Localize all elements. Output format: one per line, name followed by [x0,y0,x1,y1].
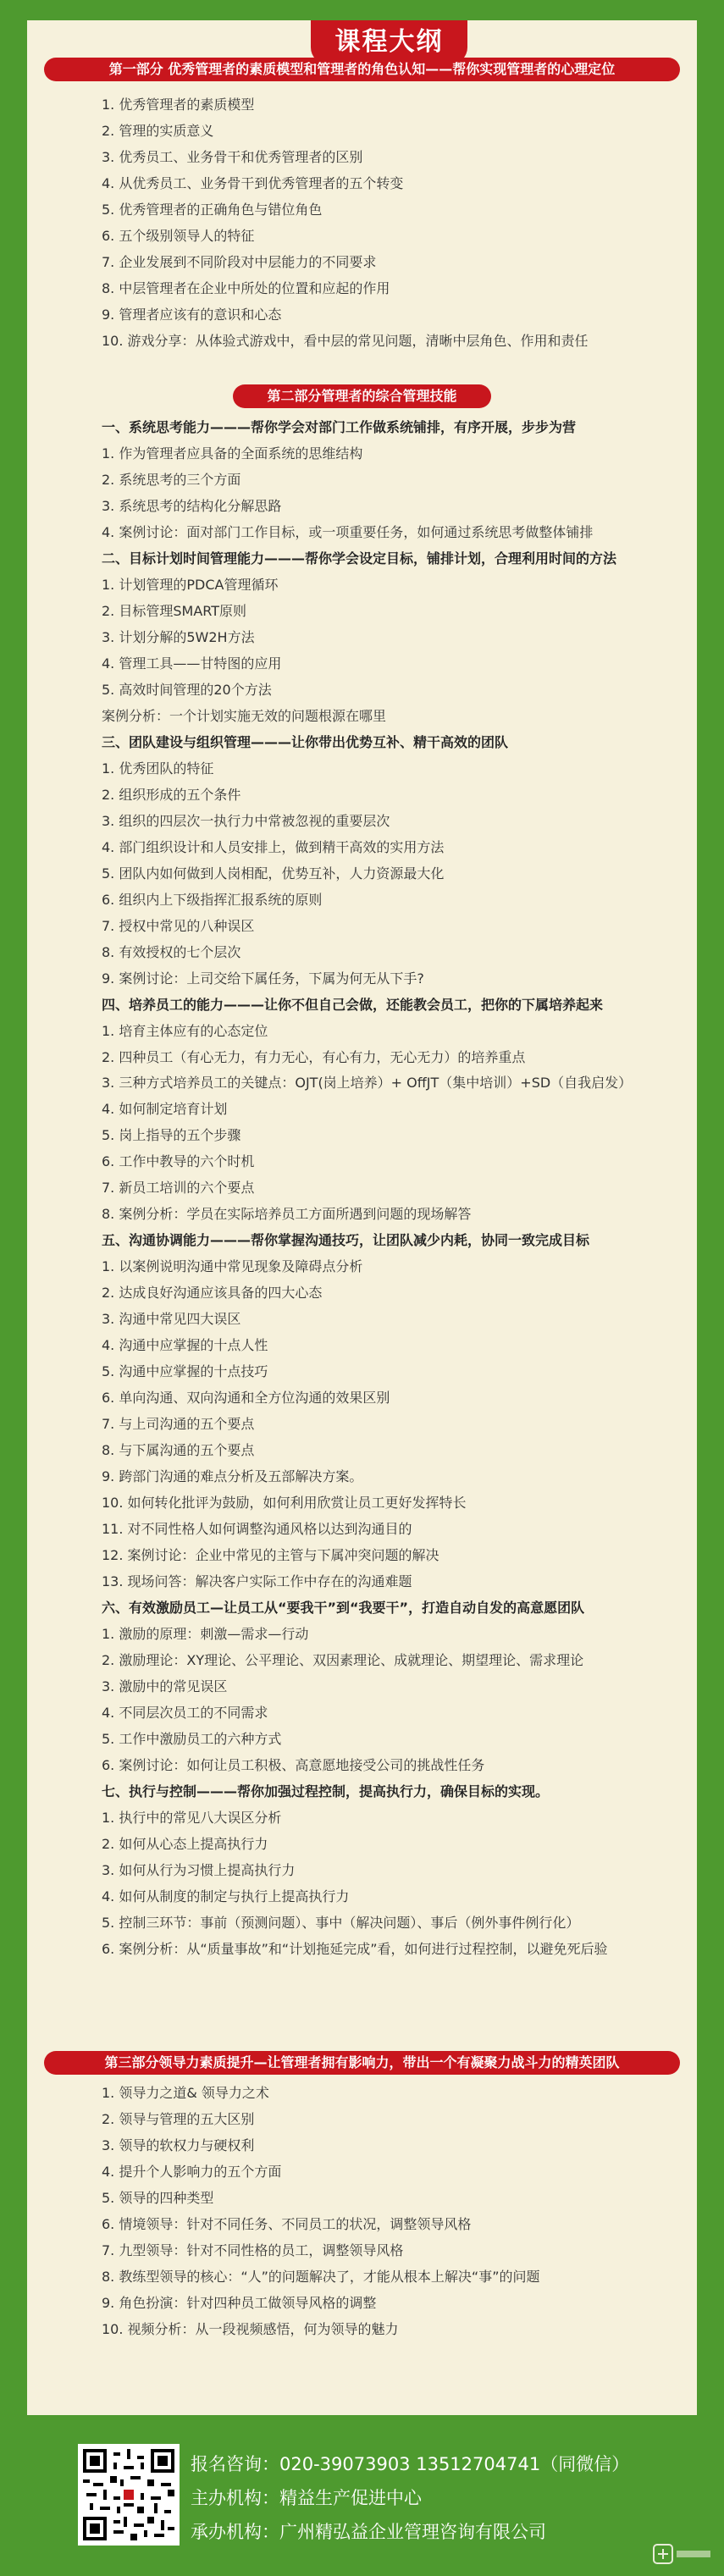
list-item: 5. 领导的四种类型 [102,2190,214,2206]
list-item: 4. 如何从制度的制定与执行上提高执行力 [102,1888,350,1904]
list-item: 4. 沟通中应掌握的十点人性 [102,1337,268,1353]
list-item: 9. 案例讨论：上司交给下属任务，下属为何无从下手? [102,970,424,987]
list-item: 9. 跨部门沟通的难点分析及五部解决方案。 [102,1468,363,1484]
list-item: 4. 从优秀员工、业务骨干到优秀管理者的五个转变 [102,175,404,191]
list-item: 13. 现场问答：解决客户实际工作中存在的沟通难题 [102,1573,412,1589]
list-item: 4. 提升个人影响力的五个方面 [102,2164,282,2180]
list-item: 二、目标计划时间管理能力———帮你学会设定目标，铺排计划，合理利用时间的方法 [102,550,617,567]
list-item: 7. 新员工培训的六个要点 [102,1180,255,1196]
list-item: 6. 情境领导：针对不同任务、不同员工的状况，调整领导风格 [102,2216,472,2232]
list-item: 6. 案例讨论：如何让员工积极、高意愿地接受公司的挑战性任务 [102,1757,485,1773]
list-item: 12. 案例讨论：企业中常见的主管与下属冲突问题的解决 [102,1547,439,1563]
qr-code-icon [78,2444,180,2546]
content-panel [27,20,697,2415]
list-item: 3. 计划分解的5W2H方法 [102,629,255,645]
list-item: 6. 单向沟通、双向沟通和全方位沟通的效果区别 [102,1390,390,1406]
part3-banner: 第三部分领导力素质提升—让管理者拥有影响力，带出一个有凝聚力战斗力的精英团队 [44,2051,680,2075]
list-item: 4. 不同层次员工的不同需求 [102,1705,268,1721]
organizer: 主办机构：精益生产促进中心 [191,2488,422,2508]
list-item: 8. 教练型领导的核心：“人”的问题解决了，才能从根本上解决“事”的问题 [102,2269,540,2285]
list-item: 1. 优秀团队的特征 [102,760,214,777]
contact-phone: 报名咨询：020-39073903 13512704741（同微信） [191,2454,630,2474]
list-item: 7. 九型领导：针对不同性格的员工，调整领导风格 [102,2242,404,2258]
list-item: 5. 优秀管理者的正确角色与错位角色 [102,202,323,218]
list-item: 六、有效激励员工—让员工从“要我干”到“我要干”，打造自动自发的高意愿团队 [102,1600,585,1616]
list-item: 4. 部门组织设计和人员安排上，做到精干高效的实用方法 [102,839,445,855]
list-item: 4. 管理工具——甘特图的应用 [102,655,282,672]
list-item: 5. 岗上指导的五个步骤 [102,1127,241,1143]
list-item: 5. 沟通中应掌握的十点技巧 [102,1363,268,1379]
list-item: 6. 五个级别领导人的特征 [102,228,255,244]
list-item: 1. 激励的原理：刺激—需求—行动 [102,1626,309,1642]
list-item: 3. 系统思考的结构化分解思路 [102,498,282,514]
list-item: 3. 激励中的常见误区 [102,1678,228,1694]
list-item: 8. 案例分析：学员在实际培养员工方面所遇到问题的现场解答 [102,1206,472,1222]
list-item: 三、团队建设与组织管理———让你带出优势互补、精干高效的团队 [102,734,509,750]
contact-info [191,2447,629,2549]
list-item: 11. 对不同性格人如何调整沟通风格以达到沟通目的 [102,1521,412,1537]
list-item: 6. 组织内上下级指挥汇报系统的原则 [102,892,323,908]
list-item: 8. 中层管理者在企业中所处的位置和应起的作用 [102,280,390,296]
list-item: 5. 团队内如何做到人岗相配，优势互补，人力资源最大化 [102,865,445,882]
list-item: 8. 有效授权的七个层次 [102,944,241,960]
part1-banner: 第一部分 优秀管理者的素质模型和管理者的角色认知——帮你实现管理者的心理定位 [44,58,680,81]
list-item: 1. 执行中的常见八大误区分析 [102,1810,282,1826]
list-item: 案例分析：一个计划实施无效的问题根源在哪里 [102,708,387,724]
list-item: 6. 案例分析：从“质量事故”和“计划拖延完成”看，如何进行过程控制，以避免死后验 [102,1941,608,1957]
list-item: 10. 游戏分享：从体验式游戏中，看中层的常见问题，清晰中层角色、作用和责任 [102,333,589,349]
list-item: 3. 三种方式培养员工的关键点：OJT(岗上培养）+ OffJT（集中培训）+SD（自我启发） [102,1075,633,1091]
list-item: 2. 系统思考的三个方面 [102,472,241,488]
list-item: 1. 领导力之道& 领导力之术 [102,2085,269,2101]
list-item: 1. 培育主体应有的心态定位 [102,1023,268,1039]
watermark-icon [653,2544,712,2568]
list-item: 10. 如何转化批评为鼓励，如何利用欣赏让员工更好发挥特长 [102,1495,467,1511]
list-item: 3. 组织的四层次一执行力中常被忽视的重要层次 [102,813,390,829]
part1-list [102,91,686,354]
list-item: 5. 工作中激励员工的六种方式 [102,1731,282,1747]
list-item: 2. 组织形成的五个条件 [102,787,241,803]
list-item: 7. 企业发展到不同阶段对中层能力的不同要求 [102,254,377,270]
list-item: 3. 沟通中常见四大误区 [102,1311,241,1327]
list-item: 9. 管理者应该有的意识和心态 [102,307,282,323]
list-item: 8. 与下属沟通的五个要点 [102,1442,255,1458]
list-item: 七、执行与控制———帮你加强过程控制，提高执行力，确保目标的实现。 [102,1783,550,1799]
list-item: 1. 作为管理者应具备的全面系统的思维结构 [102,445,363,462]
list-item: 2. 领导与管理的五大区别 [102,2111,255,2127]
list-item: 四、培养员工的能力———让你不但自己会做，还能教会员工，把你的下属培养起来 [102,997,604,1013]
list-item: 1. 优秀管理者的素质模型 [102,97,255,113]
list-item: 2. 达成良好沟通应该具备的四大心态 [102,1285,323,1301]
host-organization: 承办机构：广州精弘益企业管理咨询有限公司 [191,2522,546,2542]
list-item: 2. 目标管理SMART原则 [102,603,246,619]
list-item: 1. 计划管理的PDCA管理循环 [102,577,279,593]
list-item: 7. 与上司沟通的五个要点 [102,1416,255,1432]
list-item: 2. 管理的实质意义 [102,123,214,139]
part3-list [102,2080,686,2342]
list-item: 6. 工作中教导的六个时机 [102,1153,255,1169]
part2-list [102,414,686,1962]
list-item: 五、沟通协调能力———帮你掌握沟通技巧，让团队减少内耗，协同一致完成目标 [102,1232,590,1248]
list-item: 2. 激励理论：XY理论、公平理论、双因素理论、成就理论、期望理论、需求理论 [102,1652,584,1668]
page-title: 课程大纲 [311,20,467,64]
list-item: 一、系统思考能力———帮你学会对部门工作做系统铺排，有序开展，步步为营 [102,419,577,435]
list-item: 3. 优秀员工、业务骨干和优秀管理者的区别 [102,149,363,165]
list-item: 7. 授权中常见的八种误区 [102,918,255,934]
list-item: 4. 案例讨论：面对部门工作目标，或一项重要任务，如何通过系统思考做整体铺排 [102,524,594,540]
list-item: 2. 四种员工（有心无力，有力无心，有心有力，无心无力）的培养重点 [102,1049,526,1065]
list-item: 1. 以案例说明沟通中常见现象及障碍点分析 [102,1258,363,1274]
footer [0,2422,724,2576]
part2-banner: 第二部分管理者的综合管理技能 [233,384,491,408]
list-item: 9. 角色扮演：针对四种员工做领导风格的调整 [102,2295,377,2311]
list-item: 3. 如何从行为习惯上提高执行力 [102,1862,296,1878]
list-item: 3. 领导的软权力与硬权利 [102,2137,255,2153]
list-item: 4. 如何制定培育计划 [102,1101,228,1117]
list-item: 5. 控制三环节：事前（预测问题）、事中（解决问题）、事后（例外事件例行化） [102,1915,580,1931]
list-item: 2. 如何从心态上提高执行力 [102,1836,268,1852]
list-item: 10. 视频分析：从一段视频感悟，何为领导的魅力 [102,2321,399,2337]
list-item: 5. 高效时间管理的20个方法 [102,682,272,698]
